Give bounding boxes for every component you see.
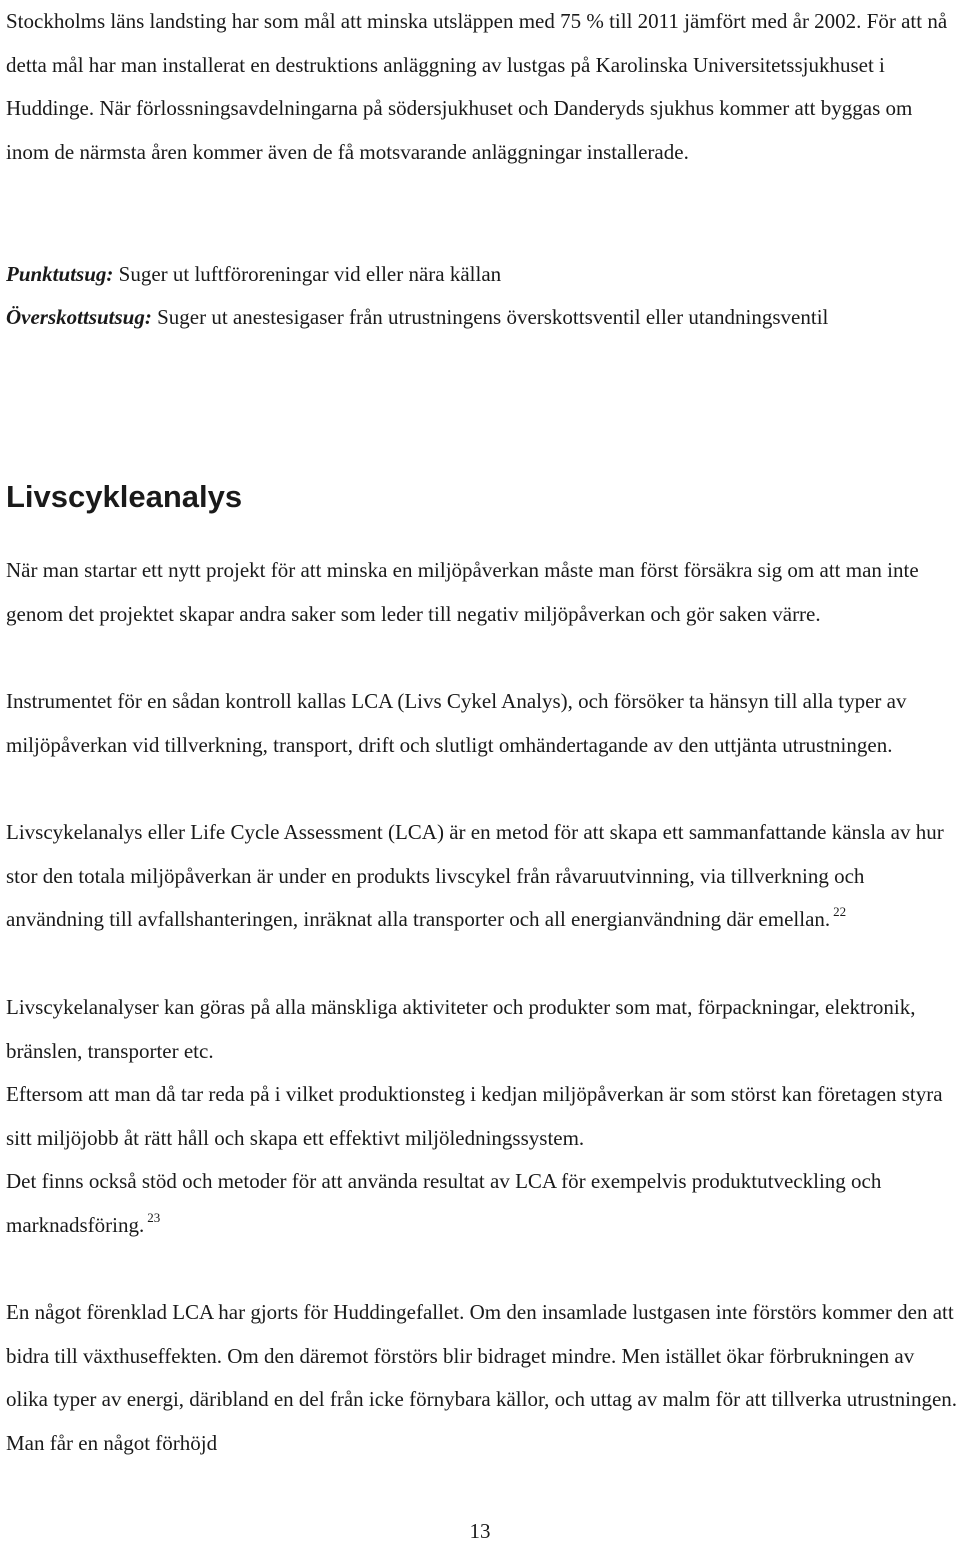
footnote-marker: 22 [833, 904, 847, 920]
paragraph-text: Livscykelanalyser kan göras på alla mänskliga aktiviteter och produkter som mat, förpackningar, elektronik, bränslen, transporter etc. [6, 995, 916, 1063]
paragraph-7 [6, 1291, 960, 1465]
definition-text: Suger ut luftföroreningar vid eller nära källan [113, 262, 502, 286]
paragraph-text: Instrumentet för en sådan kontroll kallas LCA (Livs Cykel Analys), och försöker ta hänsyn till alla typer av miljöpåverkan vid tillverkning, transport, drift och slutligt omhändertagande av den uttjänta utrustningen. [6, 689, 907, 757]
paragraph-1 [6, 549, 960, 636]
paragraph-3 [6, 811, 960, 942]
paragraph-text: Det finns också stöd och metoder för att använda resultat av LCA för exempelvis produktutveckling och marknadsföring. [6, 1169, 882, 1237]
definition-term: Överskottsutsug: [6, 305, 152, 329]
definition-term: Punktutsug: [6, 262, 114, 286]
paragraph-text: Eftersom att man då tar reda på i vilket produktionsteg i kedjan miljöpåverkan är som störst kan företagen styra sitt miljöjobb åt rätt håll och skapa ett effektivt miljöledningssystem. [6, 1082, 943, 1150]
intro-text: Stockholms läns landsting har som mål att minska utsläppen med 75 % till 2011 jämfört med år 2002. För att nå detta mål har man installerat en destruktions anläggning av lustgas på Karolinska Universitetssjukhuset i Huddinge. När förlossningsavdelningarna på södersjukhuset och Danderyds sjukhus kommer att byggas om inom de närmsta åren kommer även de få motsvarande anläggningar installerade. [6, 9, 948, 164]
paragraph-text: När man startar ett nytt projekt för att minska en miljöpåverkan måste man först försäkra sig om att man inte genom det projektet skapar andra saker som leder till negativ miljöpåverkan och gör saken värre. [6, 558, 919, 626]
paragraph-text: Livscykelanalys eller Life Cycle Assessment (LCA) är en metod för att skapa ett sammanfattande känsla av hur stor den totala miljöpåverkan är under en produkts livscykel från råvaruutvinning, via tillverkning och användning till avfallshanteringen, inräknat alla transporter och all energianvändning där emellan. [6, 820, 944, 932]
definition-text: Suger ut anestesigaser från utrustningens överskottsventil eller utandningsventil [151, 305, 829, 329]
paragraph-4 [6, 986, 960, 1073]
section-heading: Livscykleanalys [6, 479, 243, 514]
paragraph-text: En något förenklad LCA har gjorts för Huddingefallet. Om den insamlade lustgasen inte förstörs kommer den att bidra till växthuseffekten. Om den däremot förstörs blir bidraget mindre. Men istället ökar förbrukningen av olika typer av energi, däribland en del från icke förnybara källor, och uttag av malm för att tillverka utrustningen. Man får en något förhöjd [6, 1300, 958, 1455]
footnote-marker: 23 [147, 1209, 161, 1225]
intro-paragraph [6, 0, 960, 174]
paragraph-2 [6, 680, 960, 767]
paragraph-5 [6, 1073, 960, 1160]
page-number: 13 [469, 1519, 491, 1543]
definition-punktutsug [6, 253, 960, 297]
definition-overskottsutsug [6, 296, 960, 340]
paragraph-6 [6, 1160, 960, 1247]
